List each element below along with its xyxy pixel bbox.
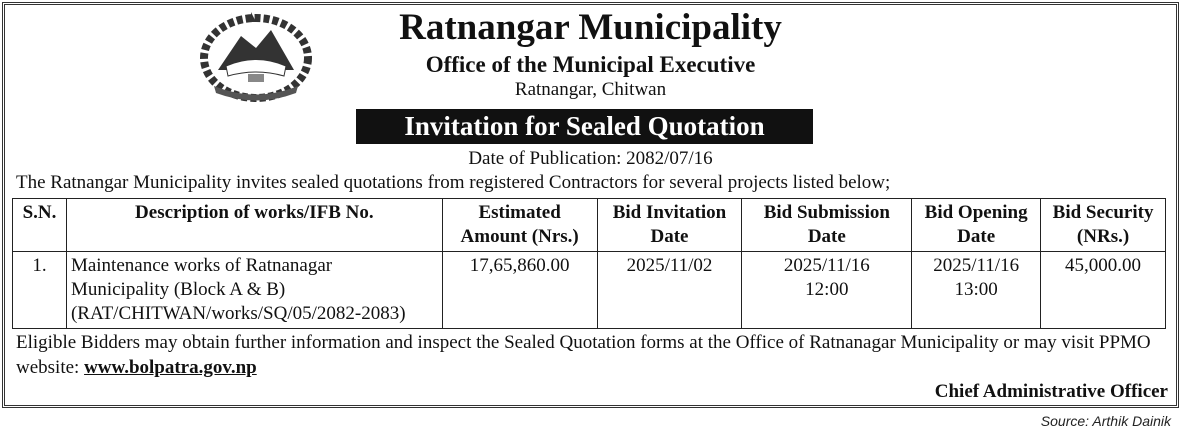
- footer-info: Eligible Bidders may obtain further information and inspect the Sealed Quotation forms at the Office of Ratnanagar Municipality or may visit PPMO website:: [16, 332, 1151, 378]
- location: Ratnangar, Chitwan: [514, 79, 667, 100]
- opening-time: 13:00: [954, 279, 998, 300]
- header-submission: Bid Submission Date: [742, 199, 912, 252]
- publication-date: Date of Publication: 2082/07/16: [468, 148, 713, 169]
- cell-invitation: 2025/11/02: [597, 252, 742, 329]
- table-header-row: [13, 199, 1166, 252]
- submission-date: 2025/11/16: [783, 255, 870, 276]
- header-invitation: Bid Invitation Date: [597, 199, 742, 252]
- desc-line: Maintenance works of Ratnanagar: [70, 255, 333, 276]
- cell-sn: 1.: [13, 252, 67, 329]
- signatory: Chief Administrative Officer: [934, 381, 1168, 402]
- cell-security: 45,000.00: [1041, 252, 1166, 329]
- desc-line: Municipality (Block A & B): [70, 279, 286, 300]
- submission-time: 12:00: [805, 279, 849, 300]
- cell-description: [66, 252, 442, 329]
- ppmo-link[interactable]: www.bolpatra.gov.np: [84, 357, 257, 378]
- header-description: Description of works/IFB No.: [66, 199, 442, 252]
- cell-opening: [912, 252, 1041, 329]
- source-credit: Source: Arthik Dainik: [1040, 413, 1171, 429]
- projects-table: [12, 198, 1166, 329]
- municipality-title: Ratnangar Municipality: [399, 7, 782, 48]
- header-amount: Estimated Amount (Nrs.): [442, 199, 597, 252]
- notice-banner: Invitation for Sealed Quotation: [356, 109, 813, 144]
- cell-submission: [742, 252, 912, 329]
- office-subtitle: Office of the Municipal Executive: [425, 52, 756, 77]
- opening-date: 2025/11/16: [933, 255, 1020, 276]
- header-security: Bid Security (NRs.): [1041, 199, 1166, 252]
- intro-text: The Ratnangar Municipality invites sealed quotations from registered Contractors for several projects listed below;: [16, 172, 891, 193]
- ifb-number: (RAT/CHITWAN/works/SQ/05/2082-2083): [70, 303, 406, 324]
- footer-text: [16, 330, 1171, 380]
- header-sn: S.N.: [13, 199, 67, 252]
- header-opening: Bid Opening Date: [912, 199, 1041, 252]
- table-row: [13, 252, 1166, 329]
- cell-amount: 17,65,860.00: [442, 252, 597, 329]
